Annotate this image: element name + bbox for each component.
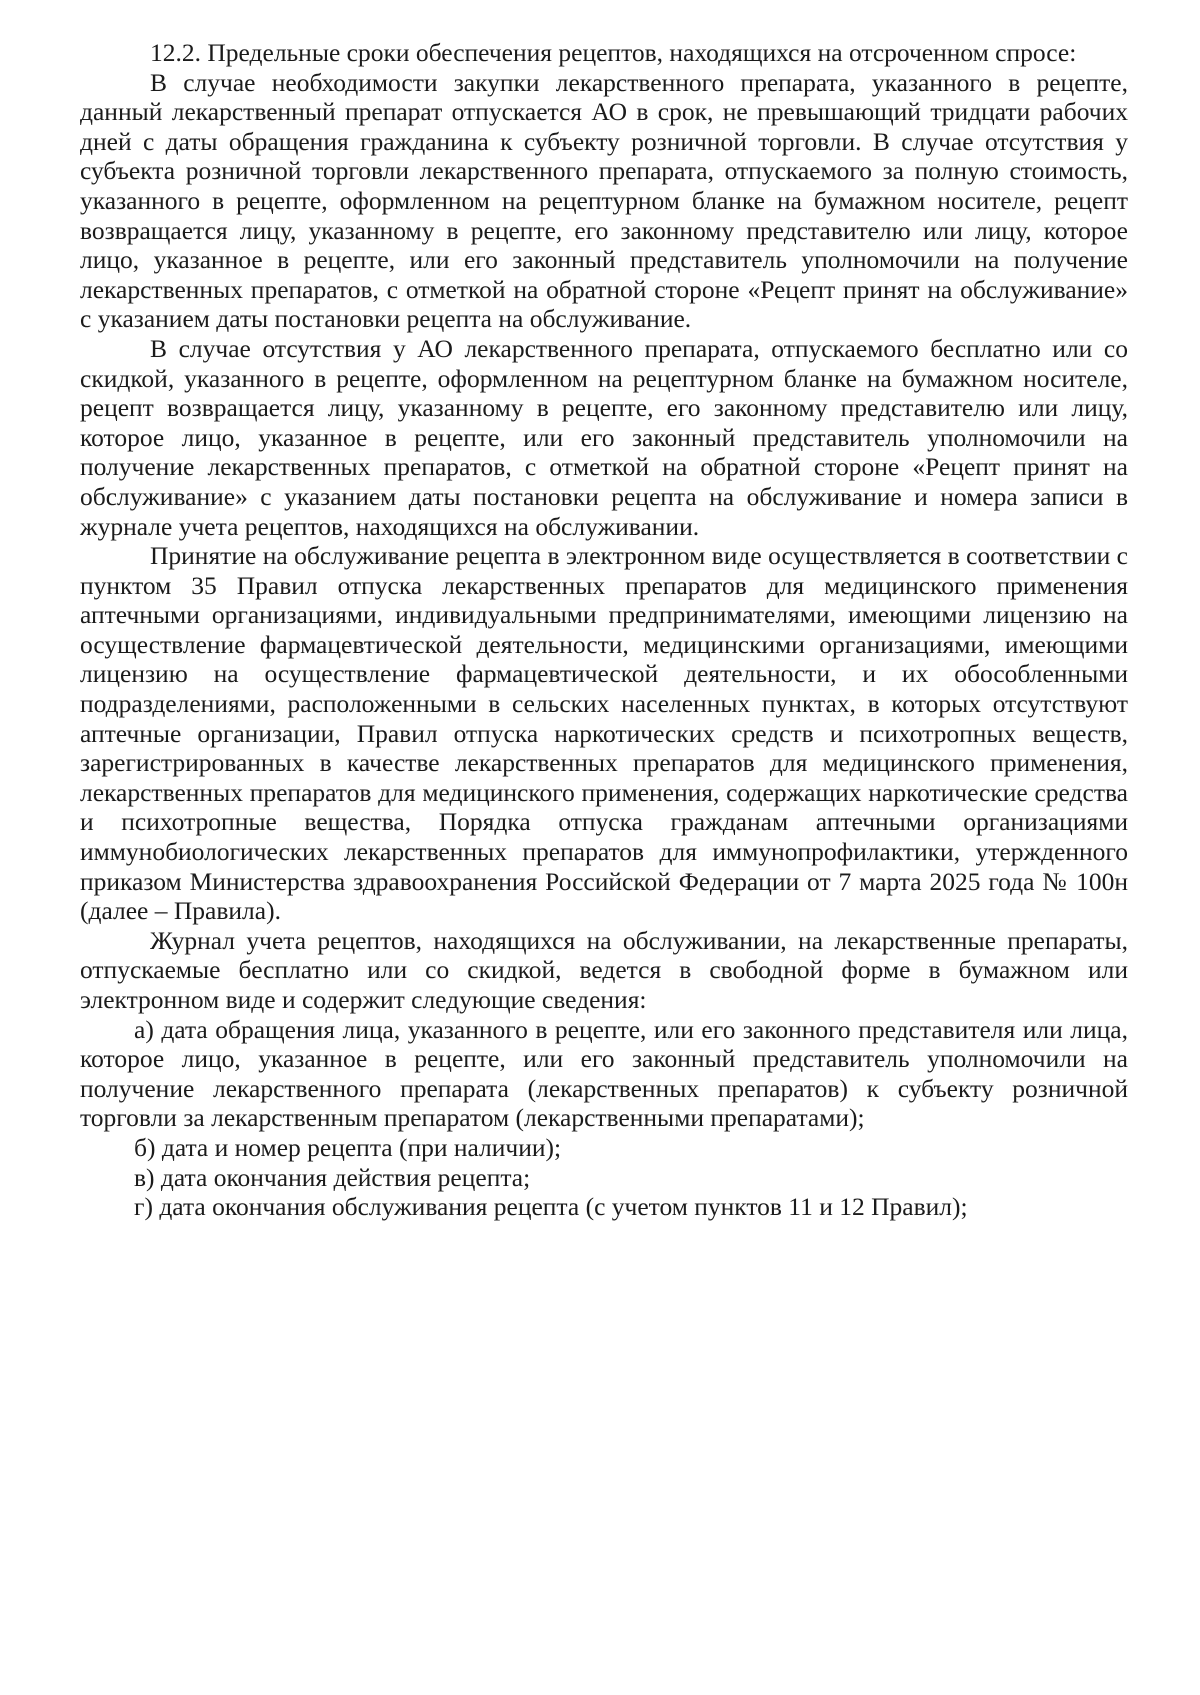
list-item-v: в) дата окончания действия рецепта; [134,1162,531,1192]
paragraph-free-or-discount: В случае отсутствия у АО лекарственного препарата, отпускаемого бесплатно или со скидкой, указанного в рецепте, оформленном на рецептурном бланке на бумажном носителе, рецепт возвращается лицу, указанному в рецепте, его законному представителю или лицу, которое лицо, указанное в рецепте, или его законный представитель уполномочили на получение лекарственных препаратов, с отметкой на обратной стороне «Рецепт принят на обслуживание» с указанием даты постановки рецепта на обслуживание и номера записи в журнале учета рецептов, находящихся на обслуживании. [80,333,1128,541]
list-item-b: б) дата и номер рецепта (при наличии); [134,1132,562,1162]
paragraph-electronic-prescription: Принятие на обслуживание рецепта в электронном виде осуществляется в соответствии с пунктом 35 Правил отпуска лекарственных препаратов для медицинского применения аптечными организациями, индивидуальными предпринимателями, имеющими лицензию на осуществление фармацевтической деятельности, медицинскими организациями, имеющими лицензию на осуществление фармацевтической деятельности, и их обособленными подразделениями, расположенными в сельских населенных пунктах, в которых отсутствуют аптечные организации, Правил отпуска наркотических средств и психотропных веществ, зарегистрированных в качестве лекарственных препаратов для медицинского применения, лекарственных препаратов для медицинского применения, содержащих наркотические средства и психотропные вещества, Порядка отпуска гражданам аптечными организациями иммунобиологических лекарственных препаратов для иммунопрофилактики, утержденного приказом Министерства здравоохранения Российской Федерации от 7 марта 2025 года № 100н (далее – Правила). [80,541,1128,926]
paragraph-procurement-deadline: В случае необходимости закупки лекарственного препарата, указанного в рецепте, данный лекарственный препарат отпускается АО в срок, не превышающий тридцати рабочих дней с даты обращения гражданина к субъекту розничной торговли. В случае отсутствия у субъекта розничной торговли лекарственного препарата, отпускаемого за полную стоимость, указанного в рецепте, оформленном на рецептурном бланке на бумажном носителе, рецепт возвращается лицу, указанному в рецепте, его законному представителю или лицу, которое лицо, указанное в рецепте, или его законный представитель уполномочили на получение лекарственных препаратов, с отметкой на обратной стороне «Рецепт принят на обслуживание» с указанием даты постановки рецепта на обслуживание. [80,67,1128,334]
paragraph-journal: Журнал учета рецептов, находящихся на обслуживании, на лекарственные препараты, отпускаемые бесплатно или со скидкой, ведется в свободной форме в бумажном или электронном виде и содержит следующие сведения: [80,925,1128,1014]
section-heading: 12.2. Предельные сроки обеспечения рецептов, находящихся на отсроченном спросе: [150,38,1077,67]
document-body [80,38,1128,1222]
list-item-a: а) дата обращения лица, указанного в рецепте, или его законного представителя или лица, которое лицо, указанное в рецепте, или его законный представитель уполномочили на получение лекарственного препарата (лекарственных препаратов) к субъекту розничной торговли за лекарственным препаратом (лекарственными препаратами); [80,1014,1128,1133]
list-item-g: г) дата окончания обслуживания рецепта (с учетом пунктов 11 и 12 Правил); [134,1192,968,1222]
